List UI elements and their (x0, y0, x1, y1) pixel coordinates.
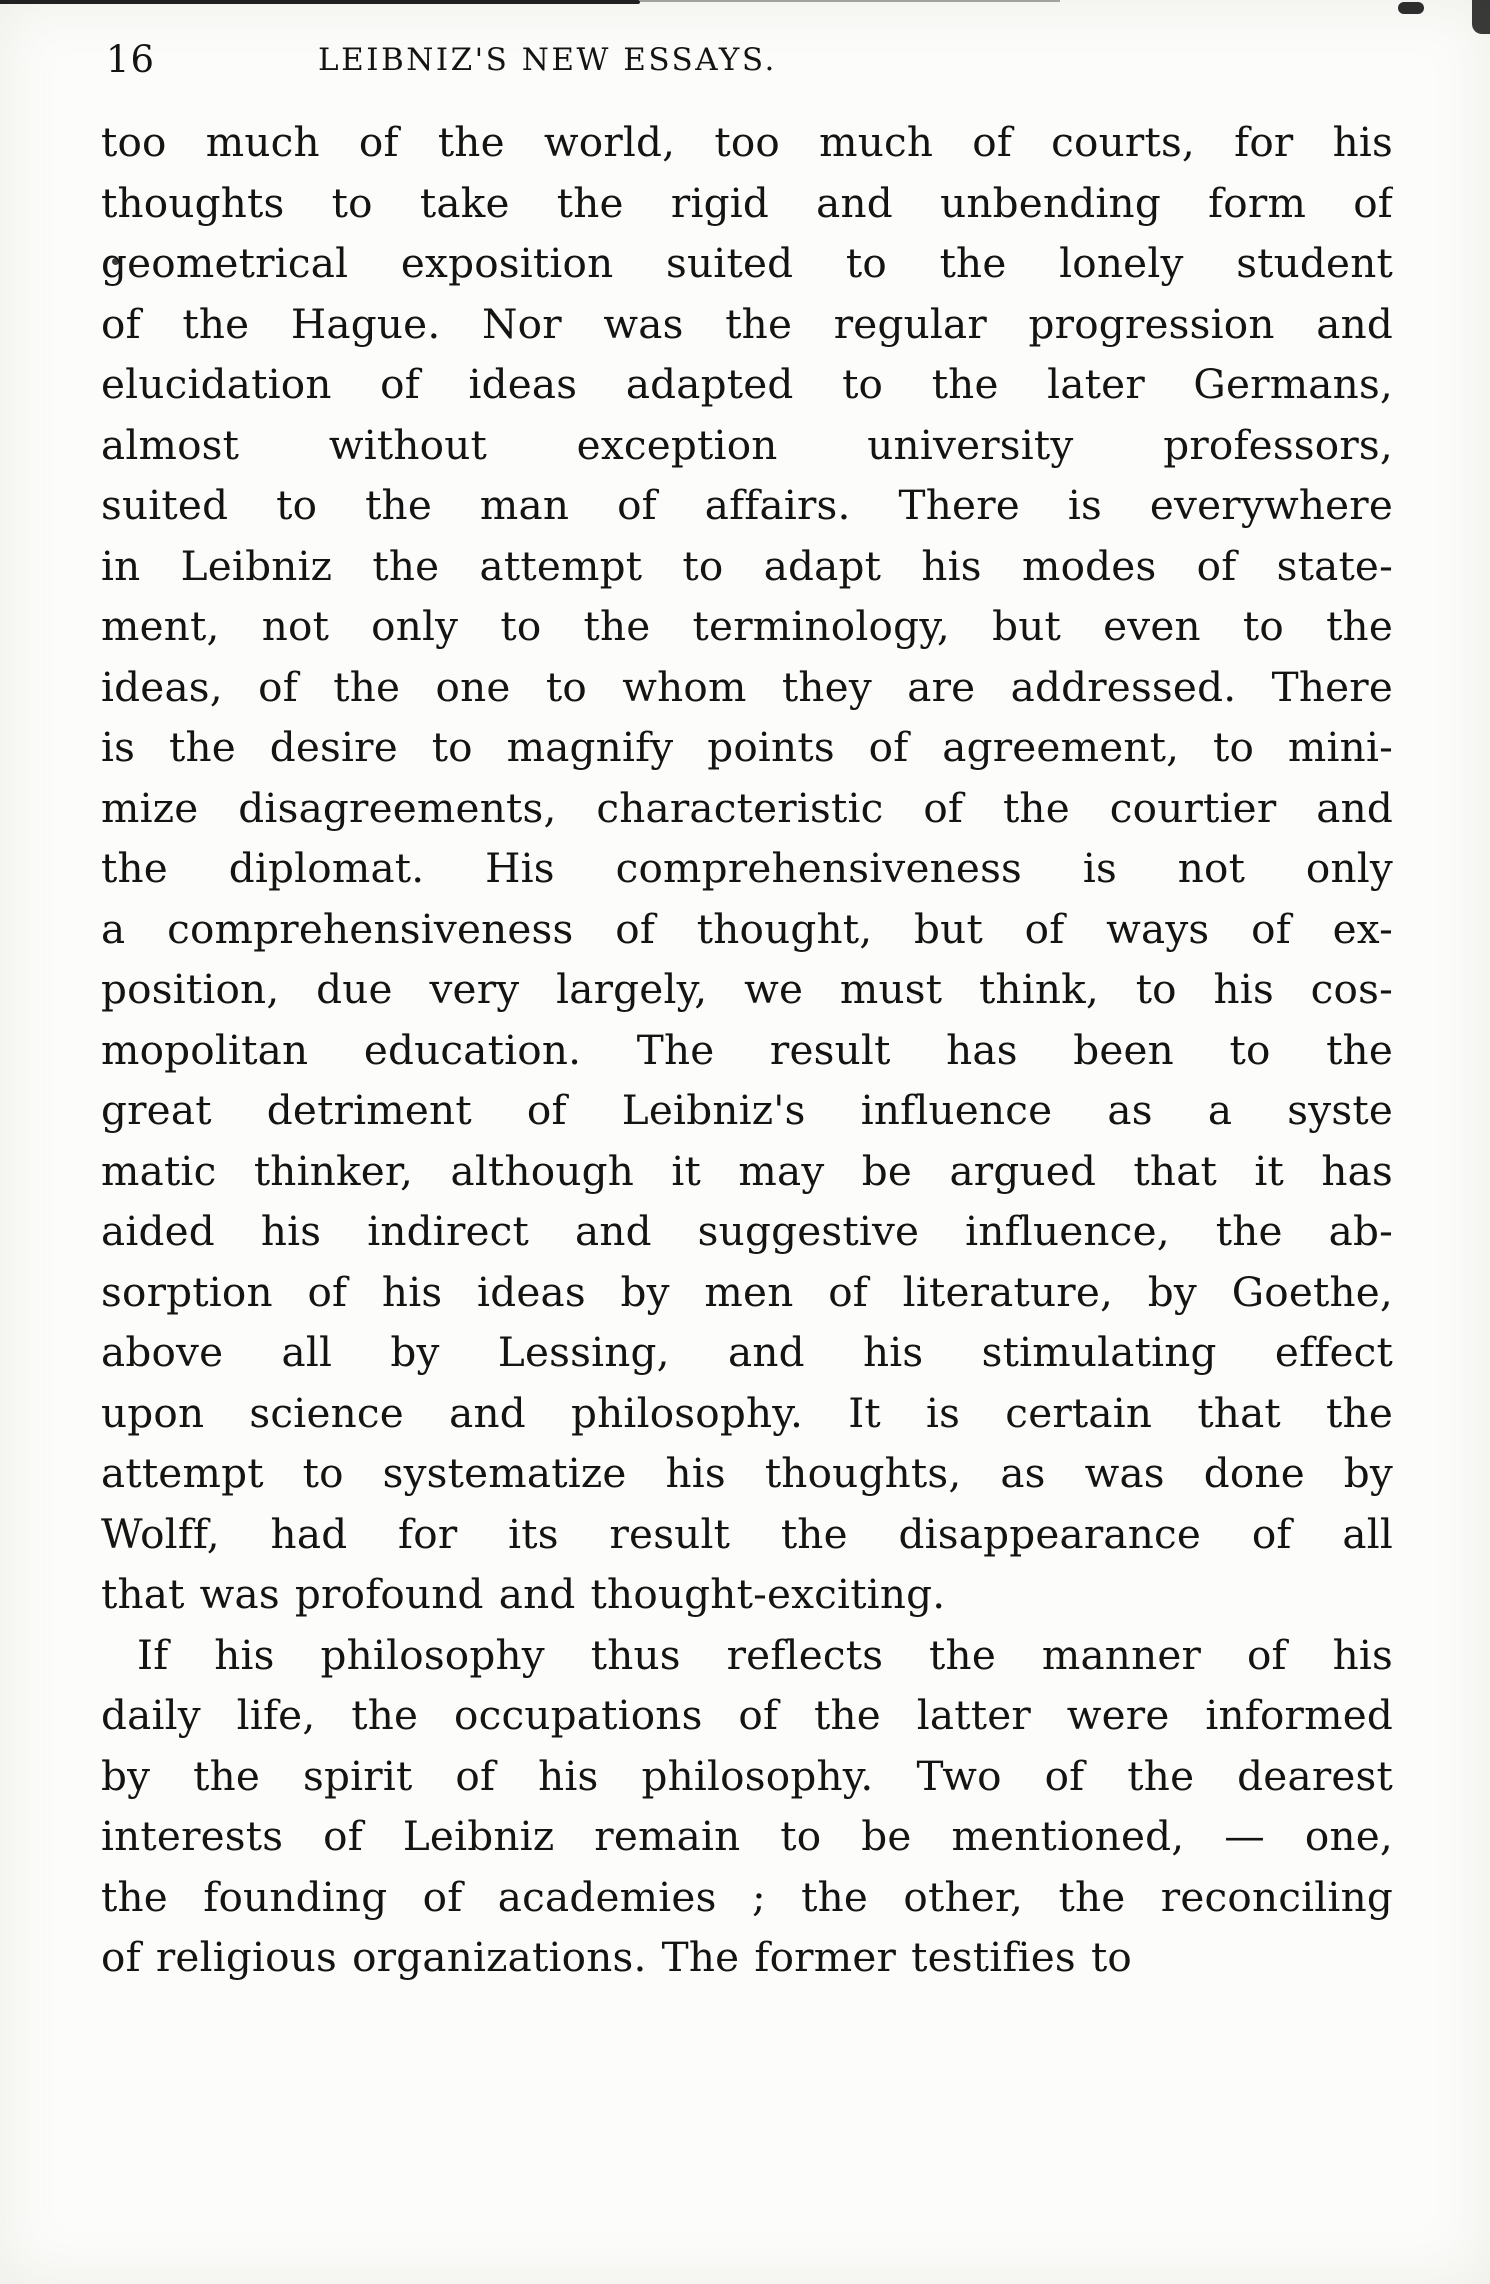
text-line: aided his indirect and suggestive influence, the ab- (101, 1207, 1393, 1255)
text-line: by the spirit of his philosophy. Two of the dearest (101, 1751, 1393, 1800)
text-line: of religious organizations. The former testifies to (101, 1933, 1133, 1981)
text-line: too much of the world, too much of courts, for his (101, 118, 1393, 166)
text-line: position, due very largely, we must think, to his cos- (101, 965, 1393, 1013)
text-line: a comprehensiveness of thought, but of ways of ex- (101, 904, 1393, 953)
text-line: is the desire to magnify points of agreement, to mini- (101, 723, 1393, 771)
text-line: thoughts to take the rigid and unbending form of (101, 178, 1393, 227)
text-line: in Leibniz the attempt to adapt his modes of state- (101, 541, 1393, 590)
paragraph (101, 1625, 1393, 1988)
paragraph (101, 112, 1393, 1625)
text-line: interests of Leibniz remain to be mentioned, — one, (101, 1812, 1393, 1860)
page-number: 16 (106, 38, 156, 81)
text-line: great detriment of Leibniz's influence as a syste (101, 1086, 1393, 1134)
text-line: mize disagreements, characteristic of the courtier and (101, 783, 1393, 832)
text-line: almost without exception university professors, (101, 420, 1393, 469)
text-line: mopolitan education. The result has been to the (101, 1025, 1393, 1074)
text-line: of the Hague. Nor was the regular progression and (101, 299, 1393, 348)
text-line: that was profound and thought-exciting. (101, 1570, 946, 1618)
text-line: above all by Lessing, and his stimulating effect (101, 1328, 1393, 1376)
scan-artifact (1398, 2, 1424, 14)
text-block (101, 112, 1393, 1988)
text-line: attempt to systematize his thoughts, as was done by (101, 1449, 1393, 1497)
scan-artifact (640, 0, 1060, 2)
text-line: If his philosophy thus reflects the manner of his (137, 1630, 1393, 1679)
text-line: the founding of academies ; the other, the reconciling (101, 1872, 1393, 1921)
text-line: matic thinker, although it may be argued that it has (101, 1146, 1393, 1195)
text-line: elucidation of ideas adapted to the later Germans, (101, 360, 1393, 408)
running-header: LEIBNIZ'S NEW ESSAYS. (318, 42, 777, 78)
text-line: Wolff, had for its result the disappearance of all (101, 1509, 1393, 1558)
text-line: geometrical exposition suited to the lonely student (101, 239, 1393, 287)
text-line: daily life, the occupations of the latter were informed (101, 1691, 1393, 1739)
text-line: the diplomat. His comprehensiveness is not only (101, 844, 1393, 892)
text-line: upon science and philosophy. It is certain that the (101, 1388, 1393, 1437)
text-line: ideas, of the one to whom they are addressed. There (101, 662, 1393, 711)
text-line: ment, not only to the terminology, but even to the (101, 602, 1393, 650)
text-line: sorption of his ideas by men of literature, by Goethe, (101, 1267, 1393, 1316)
scan-artifact (1472, 0, 1490, 34)
page-header (0, 38, 1490, 88)
scan-artifact (0, 0, 640, 4)
text-line: suited to the man of affairs. There is everywhere (101, 481, 1393, 529)
